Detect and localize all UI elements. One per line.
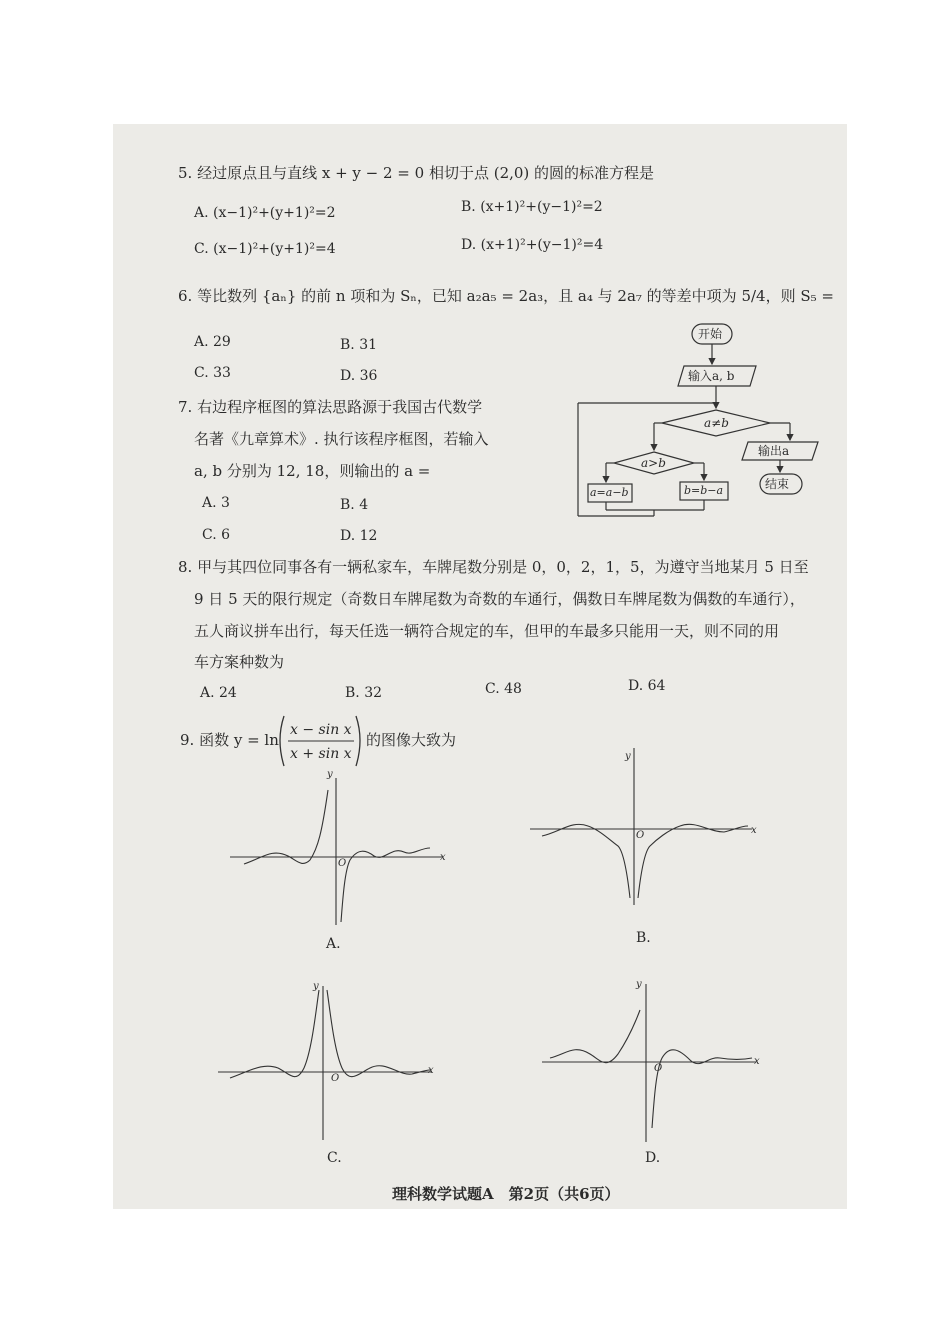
q5-option-c: C. (x−1)²+(y+1)²=4 xyxy=(194,241,336,257)
q6-option-b: B. 31 xyxy=(340,337,378,353)
q8-option-c: C. 48 xyxy=(485,681,522,697)
q8-line3: 五人商议拼车出行，每天任选一辆符合规定的车，但甲的车最多只能用一天，则不同的用 xyxy=(194,622,780,640)
q7-option-b: B. 4 xyxy=(340,497,369,513)
flow-decision-2-label: a>b xyxy=(641,456,666,470)
graph-c-x-label: x xyxy=(428,1065,434,1076)
flow-input-label: 输入a, b xyxy=(688,369,735,383)
flow-decision-1-label: a≠b xyxy=(704,416,729,430)
flow-right-label: b=b−a xyxy=(684,484,724,497)
graph-d-origin: O xyxy=(654,1063,663,1074)
flow-left-label: a=a−b xyxy=(590,486,629,499)
graph-d-x-label: x xyxy=(754,1056,760,1067)
q9-prefix: 9. 函数 y = ln xyxy=(180,731,279,749)
graph-b-origin: O xyxy=(636,830,645,841)
graph-a-y-label: y xyxy=(327,769,333,780)
q5-option-d: D. (x+1)²+(y−1)²=4 xyxy=(461,237,604,253)
graph-c-origin: O xyxy=(331,1073,340,1084)
q7-option-d: D. 12 xyxy=(340,528,378,544)
graph-b-caption: B. xyxy=(636,930,651,946)
q7-line2: 名著《九章算术》. 执行该程序框图，若输入 xyxy=(194,430,489,448)
q7-line1: 7. 右边程序框图的算法思路源于我国古代数学 xyxy=(178,398,483,416)
q5-stem: 5. 经过原点且与直线 x + y − 2 = 0 相切于点 (2,0) 的圆的标准方程是 xyxy=(178,164,655,182)
q9-denominator: x + sin x xyxy=(290,746,352,762)
graph-a-caption: A. xyxy=(326,936,341,952)
q6-option-c: C. 33 xyxy=(194,365,231,381)
q6-stem: 6. 等比数列 {aₙ} 的前 n 项和为 Sₙ，已知 a₂a₅ = 2a₃，且 a₄ 与 2a₇ 的等差中项为 5/4，则 S₅ = xyxy=(178,287,834,305)
q9-suffix: 的图像大致为 xyxy=(366,731,457,749)
graph-a-origin: O xyxy=(338,858,347,869)
q8-line1: 8. 甲与其四位同事各有一辆私家车，车牌尾数分别是 0，0，2，1，5，为遵守当地某月 5 日至 xyxy=(178,558,809,576)
graph-b-y-label: y xyxy=(625,751,631,762)
q5-option-b: B. (x+1)²+(y−1)²=2 xyxy=(461,199,603,215)
q8-option-d: D. 64 xyxy=(628,678,666,694)
flow-start-label: 开始 xyxy=(698,327,723,341)
q8-line4: 车方案种数为 xyxy=(194,653,285,671)
q8-option-b: B. 32 xyxy=(345,685,383,701)
graph-a-x-label: x xyxy=(440,852,446,863)
graph-c-y-label: y xyxy=(313,981,319,992)
q8-line2: 9 日 5 天的限行规定（奇数日车牌尾数为奇数的车通行，偶数日车牌尾数为偶数的车通行）， xyxy=(194,590,805,608)
graph-d-caption: D. xyxy=(645,1150,661,1166)
flow-output-label: 输出a xyxy=(758,444,790,458)
q6-option-d: D. 36 xyxy=(340,368,378,384)
graph-b-x-label: x xyxy=(751,825,757,836)
q9-numerator: x − sin x xyxy=(290,722,352,738)
q8-option-a: A. 24 xyxy=(200,685,237,701)
graph-d-y-label: y xyxy=(636,979,642,990)
flow-end-label: 结束 xyxy=(765,477,790,491)
q6-option-a: A. 29 xyxy=(194,334,231,350)
q5-option-a: A. (x−1)²+(y+1)²=2 xyxy=(194,205,336,221)
q7-option-c: C. 6 xyxy=(202,527,231,543)
page-footer: 理科数学试题A 第2页（共6页） xyxy=(392,1185,620,1203)
q7-option-a: A. 3 xyxy=(202,495,230,511)
q7-line3: a, b 分别为 12, 18，则输出的 a = xyxy=(194,462,431,480)
graph-c-caption: C. xyxy=(327,1150,342,1166)
